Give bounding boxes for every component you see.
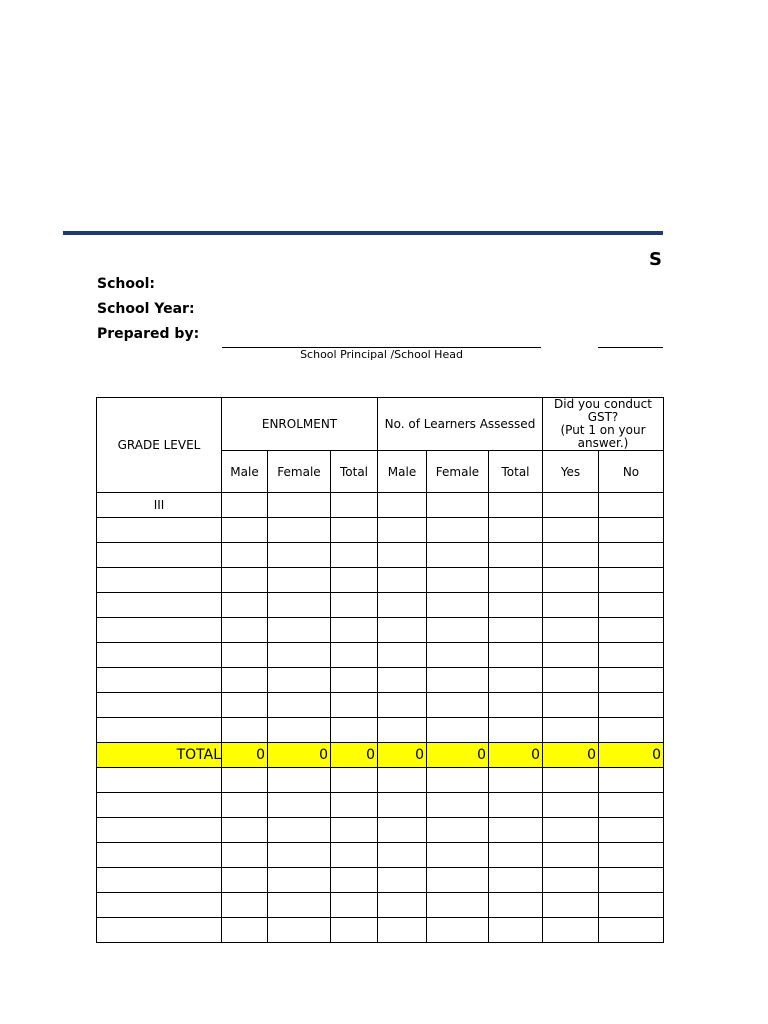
data-cell[interactable] [543,793,599,818]
assessed-male-header: Male [378,451,427,493]
grade-level-cell[interactable] [97,868,222,893]
grade-level-cell[interactable]: III [97,493,222,518]
data-cell[interactable] [268,868,331,893]
data-cell[interactable] [268,818,331,843]
data-cell[interactable] [331,493,378,518]
data-cell[interactable] [222,568,268,593]
data-cell[interactable] [489,918,543,943]
data-cell[interactable] [378,843,427,868]
data-cell[interactable] [268,618,331,643]
total-assessed-male[interactable]: 0 [378,743,427,768]
signature-caption: School Principal /School Head [300,348,463,361]
data-cell[interactable] [427,868,489,893]
data-cell[interactable] [268,493,331,518]
enrolment-female-header: Female [268,451,331,493]
data-cell[interactable] [427,793,489,818]
data-cell[interactable] [543,543,599,568]
data-cell[interactable] [599,768,664,793]
assessed-total-header: Total [489,451,543,493]
data-cell[interactable] [378,718,427,743]
data-cell[interactable] [222,643,268,668]
data-cell[interactable] [599,693,664,718]
data-cell[interactable] [599,918,664,943]
data-cell[interactable] [378,618,427,643]
grade-level-cell[interactable] [97,843,222,868]
data-cell[interactable] [543,718,599,743]
total-gst-yes[interactable]: 0 [543,743,599,768]
data-cell[interactable] [599,668,664,693]
data-cell[interactable] [268,593,331,618]
data-cell[interactable] [268,718,331,743]
header-rule [63,231,663,235]
data-cell[interactable] [543,868,599,893]
table-row [97,768,664,793]
data-cell[interactable] [331,618,378,643]
data-cell[interactable] [543,593,599,618]
total-enrolment-female[interactable]: 0 [268,743,331,768]
data-cell[interactable] [378,818,427,843]
table-row [97,843,664,868]
data-cell[interactable] [331,668,378,693]
data-cell[interactable] [543,568,599,593]
table-row [97,918,664,943]
data-cell[interactable] [378,693,427,718]
grade-level-cell[interactable] [97,918,222,943]
data-cell[interactable] [331,793,378,818]
data-cell[interactable] [331,818,378,843]
data-cell[interactable] [222,843,268,868]
data-cell[interactable] [489,618,543,643]
school-year-label: School Year: [97,301,195,317]
data-cell[interactable] [427,818,489,843]
total-assessed-total[interactable]: 0 [489,743,543,768]
data-cell[interactable] [268,793,331,818]
data-cell[interactable] [378,868,427,893]
data-cell[interactable] [331,568,378,593]
grade-level-cell[interactable] [97,768,222,793]
enrolment-header: ENROLMENT [222,398,378,451]
data-cell[interactable] [378,918,427,943]
data-cell[interactable] [268,568,331,593]
enrolment-total-header: Total [331,451,378,493]
table-row [97,693,664,718]
data-cell[interactable] [427,493,489,518]
grade-level-cell[interactable] [97,643,222,668]
data-cell[interactable] [268,693,331,718]
data-cell[interactable] [489,818,543,843]
data-cell[interactable] [427,618,489,643]
data-cell[interactable] [222,818,268,843]
data-cell[interactable] [331,868,378,893]
data-cell[interactable] [543,643,599,668]
data-cell[interactable] [543,518,599,543]
data-cell[interactable] [222,543,268,568]
data-cell[interactable] [543,918,599,943]
data-cell[interactable] [222,693,268,718]
data-cell[interactable] [599,793,664,818]
data-cell[interactable] [222,668,268,693]
data-cell[interactable] [378,768,427,793]
data-cell[interactable] [599,643,664,668]
data-cell[interactable] [599,618,664,643]
data-cell[interactable] [222,918,268,943]
data-cell[interactable] [599,518,664,543]
data-cell[interactable] [427,843,489,868]
grade-level-cell[interactable] [97,668,222,693]
table-row [97,893,664,918]
data-cell[interactable] [543,893,599,918]
data-cell[interactable] [489,518,543,543]
data-cell[interactable] [489,668,543,693]
data-cell[interactable] [427,568,489,593]
data-cell[interactable] [489,843,543,868]
table-row [97,593,664,618]
data-cell[interactable] [331,843,378,868]
data-cell[interactable] [489,493,543,518]
data-cell[interactable] [427,543,489,568]
data-cell[interactable] [489,768,543,793]
assessed-female-header: Female [427,451,489,493]
table-row [97,643,664,668]
data-cell[interactable] [378,543,427,568]
data-cell[interactable] [489,568,543,593]
data-cell[interactable] [378,593,427,618]
data-cell[interactable] [543,843,599,868]
data-cell[interactable] [599,818,664,843]
data-cell[interactable] [222,618,268,643]
grade-level-cell[interactable] [97,693,222,718]
data-cell[interactable] [599,543,664,568]
data-cell[interactable] [331,593,378,618]
data-cell[interactable] [599,718,664,743]
data-cell[interactable] [268,843,331,868]
data-cell[interactable] [427,593,489,618]
data-cell[interactable] [427,768,489,793]
data-cell[interactable] [222,793,268,818]
data-cell[interactable] [222,518,268,543]
data-cell[interactable] [268,518,331,543]
data-cell[interactable] [378,518,427,543]
data-cell[interactable] [599,568,664,593]
grade-level-cell[interactable] [97,593,222,618]
grade-level-cell[interactable] [97,543,222,568]
data-cell[interactable] [331,643,378,668]
data-cell[interactable] [222,893,268,918]
data-cell[interactable] [427,718,489,743]
grade-level-cell[interactable] [97,618,222,643]
data-cell[interactable] [543,768,599,793]
total-row [97,743,664,768]
data-cell[interactable] [222,868,268,893]
table-row [97,543,664,568]
prepared-by-label: Prepared by: [97,326,200,342]
school-label: School: [97,276,155,292]
data-cell[interactable] [599,843,664,868]
gst-header [543,398,664,451]
data-cell[interactable] [331,718,378,743]
table-row [97,618,664,643]
data-cell[interactable] [331,893,378,918]
report-title: S [649,249,662,270]
table-row [97,868,664,893]
total-assessed-female[interactable]: 0 [427,743,489,768]
data-cell[interactable] [331,543,378,568]
data-cell[interactable] [489,643,543,668]
grade-level-cell[interactable] [97,718,222,743]
report-table [96,397,664,943]
grade-level-cell[interactable] [97,568,222,593]
data-cell[interactable] [489,893,543,918]
data-cell[interactable] [543,618,599,643]
data-cell[interactable] [268,543,331,568]
table-row [97,518,664,543]
total-gst-no[interactable]: 0 [599,743,664,768]
table-row [97,793,664,818]
data-cell[interactable] [489,543,543,568]
data-cell[interactable] [489,593,543,618]
total-label: TOTAL [97,743,222,768]
grade-level-header: GRADE LEVEL [97,398,222,493]
enrolment-male-header: Male [222,451,268,493]
data-cell[interactable] [543,668,599,693]
data-cell[interactable] [268,893,331,918]
date-line [598,347,663,348]
total-enrolment-total[interactable]: 0 [331,743,378,768]
data-cell[interactable] [543,493,599,518]
data-cell[interactable] [222,718,268,743]
data-cell[interactable] [378,568,427,593]
data-cell[interactable] [543,818,599,843]
data-cell[interactable] [427,693,489,718]
grade-level-cell[interactable] [97,793,222,818]
data-cell[interactable] [599,893,664,918]
data-cell[interactable] [378,643,427,668]
data-cell[interactable] [378,668,427,693]
data-cell[interactable] [268,668,331,693]
data-cell[interactable] [427,643,489,668]
grade-level-cell[interactable] [97,818,222,843]
data-cell[interactable] [268,643,331,668]
table-row [97,568,664,593]
grade-level-cell[interactable] [97,518,222,543]
data-cell[interactable] [489,693,543,718]
data-cell[interactable] [427,893,489,918]
table-row [97,668,664,693]
table-row [97,493,664,518]
data-cell[interactable] [489,718,543,743]
table-row [97,718,664,743]
data-cell[interactable] [599,593,664,618]
data-cell[interactable] [331,918,378,943]
data-cell[interactable] [268,918,331,943]
gst-no-header: No [599,451,664,493]
data-cell[interactable] [489,868,543,893]
data-cell[interactable] [222,593,268,618]
data-cell[interactable] [331,518,378,543]
gst-yes-header: Yes [543,451,599,493]
data-cell[interactable] [427,518,489,543]
data-cell[interactable] [543,693,599,718]
table-row [97,818,664,843]
data-cell[interactable] [427,918,489,943]
data-cell[interactable] [378,793,427,818]
data-cell[interactable] [599,493,664,518]
data-cell[interactable] [222,493,268,518]
data-cell[interactable] [427,668,489,693]
assessed-header: No. of Learners Assessed [378,398,543,451]
gst-question: Did you conduct GST? [554,397,652,424]
data-cell[interactable] [268,768,331,793]
data-cell[interactable] [378,893,427,918]
data-cell[interactable] [331,693,378,718]
gst-instruction: (Put 1 on your answer.) [560,423,646,450]
data-cell[interactable] [331,768,378,793]
data-cell[interactable] [599,868,664,893]
data-cell[interactable] [378,493,427,518]
data-cell[interactable] [222,768,268,793]
data-cell[interactable] [489,793,543,818]
grade-level-cell[interactable] [97,893,222,918]
total-enrolment-male[interactable]: 0 [222,743,268,768]
